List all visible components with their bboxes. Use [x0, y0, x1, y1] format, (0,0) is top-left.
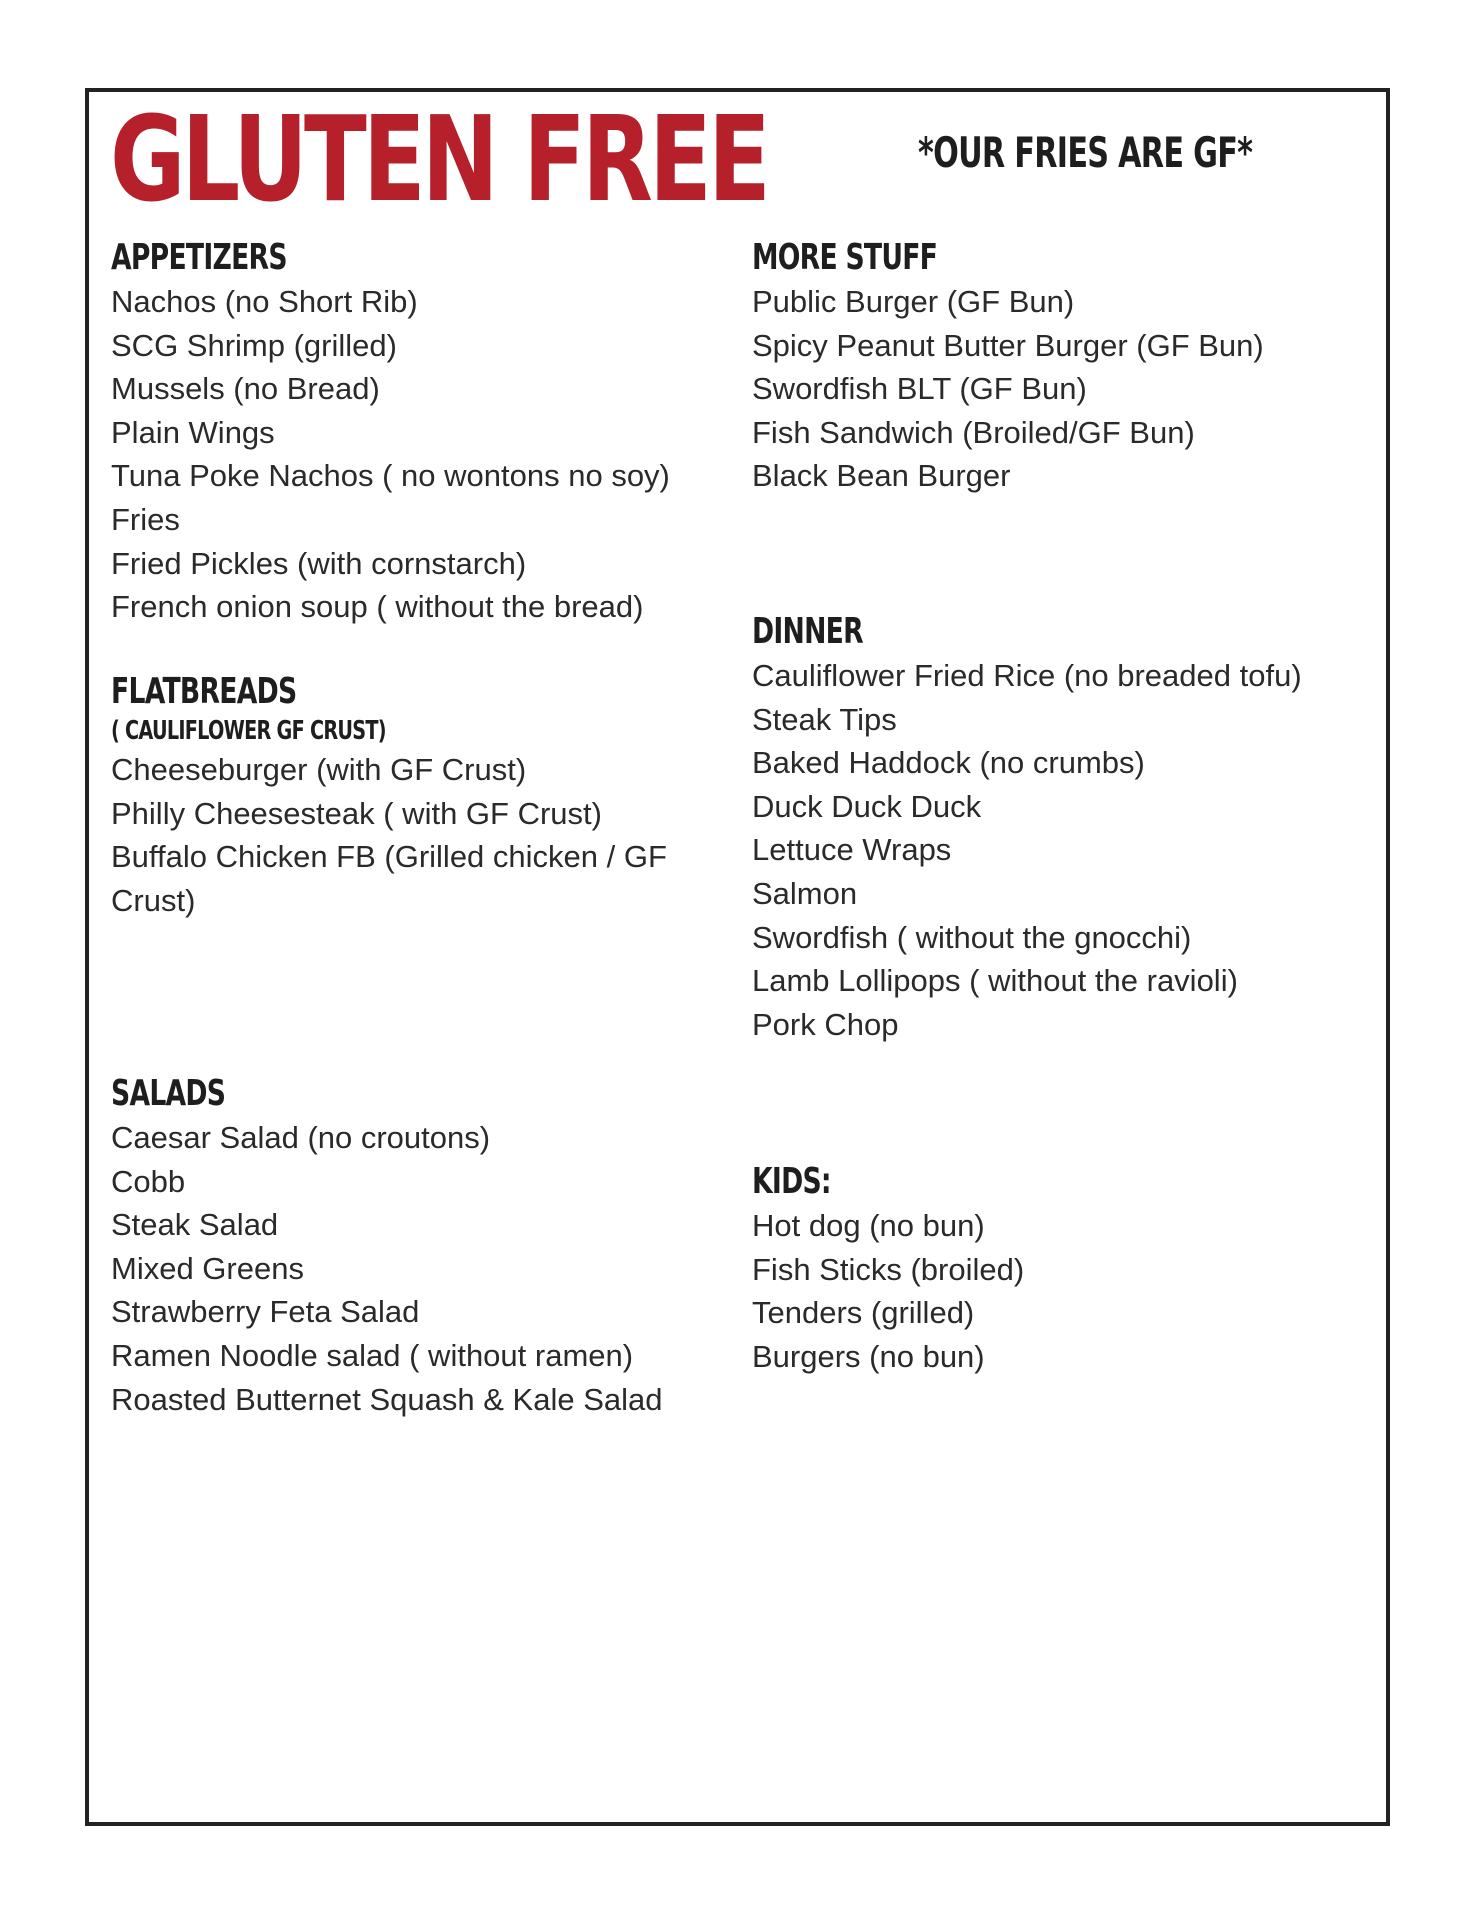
salads-section [111, 1072, 731, 1421]
list-item: Black Bean Burger [752, 458, 1011, 494]
list-item: French onion soup ( without the bread) [111, 589, 644, 625]
list-item: Swordfish ( without the gnocchi) [752, 919, 1192, 955]
list-item: Steak Tips [752, 701, 897, 737]
dinner-heading: DINNER [752, 611, 863, 652]
page-title: GLUTEN FREE [110, 90, 767, 228]
list-item: Mixed Greens [111, 1250, 304, 1286]
dinner-section [752, 610, 1352, 1046]
appetizers-section [111, 236, 731, 629]
flatbreads-heading: FLATBREADS [111, 671, 297, 712]
more-stuff-section [752, 236, 1352, 498]
list-item: Plain Wings [111, 414, 275, 450]
list-item: Tuna Poke Nachos ( no wontons no soy) [111, 458, 670, 494]
kids-section [752, 1160, 1352, 1378]
list-item: Hot dog (no bun) [752, 1208, 985, 1243]
appetizers-heading: APPETIZERS [111, 237, 287, 278]
list-item: Baked Haddock (no crumbs) [752, 745, 1145, 781]
flatbreads-section [111, 670, 731, 922]
list-item: Cheeseburger (with GF Crust) [111, 752, 527, 787]
kids-heading: KIDS: [752, 1161, 831, 1202]
dinner-list [752, 654, 1352, 1046]
list-item: Buffalo Chicken FB (Grilled chicken / GF Crust) [111, 839, 667, 918]
list-item: Swordfish BLT (GF Bun) [752, 371, 1087, 407]
kids-list [752, 1204, 1352, 1378]
list-item: Fish Sandwich (Broiled/GF Bun) [752, 414, 1195, 450]
more-stuff-list [752, 280, 1352, 498]
list-item: Fries [111, 501, 180, 537]
list-item: Public Burger (GF Bun) [752, 284, 1075, 319]
list-item: Cauliflower Fried Rice (no breaded tofu) [752, 658, 1302, 693]
appetizers-list [111, 280, 731, 629]
list-item: Roasted Butternet Squash & Kale Salad [111, 1381, 663, 1417]
list-item: Philly Cheesesteak ( with GF Crust) [111, 795, 602, 831]
list-item: Burgers (no bun) [752, 1338, 985, 1374]
flatbreads-subheading: ( CAULIFLOWER GF CRUST) [111, 716, 386, 746]
list-item: Lamb Lollipops ( without the ravioli) [752, 963, 1238, 999]
list-item: Spicy Peanut Butter Burger (GF Bun) [752, 327, 1264, 363]
list-item: Duck Duck Duck [752, 788, 982, 824]
list-item: Ramen Noodle salad ( without ramen) [111, 1337, 634, 1373]
list-item: Cobb [111, 1163, 186, 1199]
salads-heading: SALADS [111, 1073, 226, 1114]
list-item: Caesar Salad (no croutons) [111, 1120, 491, 1155]
salads-list [111, 1116, 731, 1421]
more-stuff-heading: MORE STUFF [752, 237, 938, 278]
flatbreads-list [111, 748, 731, 922]
list-item: Mussels (no Bread) [111, 371, 380, 407]
fries-note: *OUR FRIES ARE GF* [918, 128, 1253, 177]
list-item: SCG Shrimp (grilled) [111, 327, 397, 363]
list-item: Salmon [752, 875, 858, 911]
list-item: Fried Pickles (with cornstarch) [111, 545, 527, 581]
list-item: Steak Salad [111, 1207, 279, 1243]
list-item: Nachos (no Short Rib) [111, 284, 418, 319]
list-item: Fish Sticks (broiled) [752, 1251, 1025, 1287]
list-item: Lettuce Wraps [752, 832, 952, 868]
list-item: Strawberry Feta Salad [111, 1294, 420, 1330]
list-item: Pork Chop [752, 1006, 899, 1042]
list-item: Tenders (grilled) [752, 1295, 975, 1331]
